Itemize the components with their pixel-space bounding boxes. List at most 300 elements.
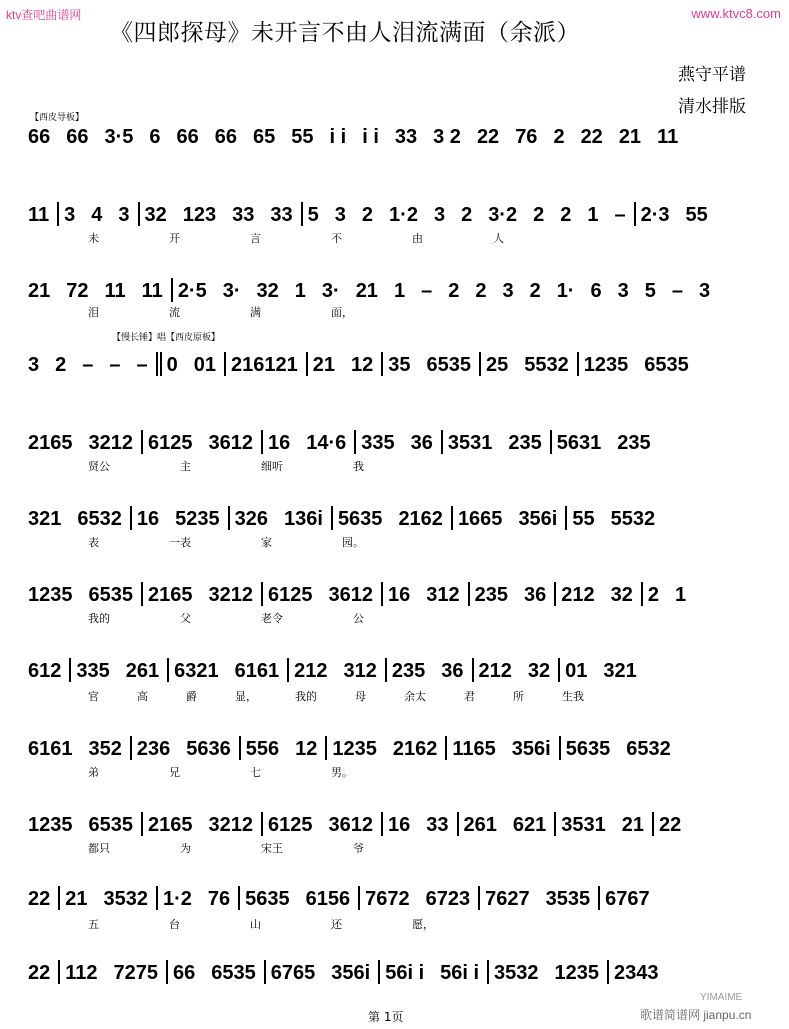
bar-line [69, 658, 71, 682]
note-group: 556 [245, 738, 280, 760]
note-group: 2162 [398, 508, 443, 530]
note-group: 5532 [610, 508, 656, 530]
note-group: 3535 [545, 888, 591, 910]
bar-line [325, 736, 327, 760]
note-group: 7672 [365, 888, 410, 910]
bar-line [287, 658, 289, 682]
note-group: 01 [193, 354, 216, 376]
note-group: 33 [232, 204, 255, 226]
note-group: 6161 [28, 738, 73, 760]
section-tag-xipi-yuanban: 【慢长锤】唱【西皮原板】 [112, 333, 221, 343]
lyric: 公 [353, 612, 364, 625]
note-group: 1 [587, 204, 599, 226]
note-group: 356i [511, 738, 551, 760]
note-group: 5631 [556, 432, 602, 454]
lyric: 母 [355, 690, 366, 703]
note-group: 5532 [524, 354, 569, 376]
note-group: 55 [572, 508, 595, 530]
bar-line [478, 886, 480, 910]
note-group: 65 [253, 126, 276, 148]
note-group: 3 [28, 354, 40, 376]
lyric: 愿， [412, 918, 434, 931]
lyric: 山 [250, 918, 261, 931]
note-group: 6532 [626, 738, 671, 760]
bar-line [652, 812, 654, 836]
note-group: 3212 [208, 814, 253, 836]
bar-line [441, 430, 443, 454]
score-line-1 [28, 118, 767, 148]
bar-line [554, 812, 556, 836]
lyric: 父 [180, 612, 191, 625]
lyric: 我的 [295, 690, 317, 703]
note-group: 3612 [328, 584, 373, 606]
note-group: 22 [28, 962, 51, 984]
note-group: 32 [610, 584, 633, 606]
watermark-brand: YIMAIME [700, 992, 743, 1003]
note-group: 11 [104, 280, 126, 302]
note-group: 21 [621, 814, 644, 836]
bar-line [141, 582, 143, 606]
lyric: 老令 [261, 612, 283, 625]
note-group: 1 [675, 584, 687, 606]
note-group: 1 [294, 280, 306, 302]
note-group: 326 [234, 508, 268, 530]
lyric: 显， [235, 690, 257, 703]
bar-line [381, 812, 383, 836]
note-group: – [82, 354, 94, 376]
note-group: 16 [388, 584, 411, 606]
note-group: 35 [388, 354, 411, 376]
lyrics-line-5 [28, 458, 767, 474]
bar-line [261, 812, 263, 836]
note-group: 1·2 [389, 204, 418, 226]
note-group: 22 [28, 888, 51, 910]
note-group: 3612 [328, 814, 373, 836]
bar-line [141, 430, 143, 454]
note-group: 32 [527, 660, 551, 682]
note-group: 235 [508, 432, 542, 454]
bar-line [354, 430, 356, 454]
bar-line [479, 352, 481, 376]
bar-line [156, 886, 158, 910]
note-group: 2 [647, 584, 659, 606]
score-line-12 [28, 954, 767, 984]
lyric: 流 [169, 306, 180, 319]
bar-line [261, 430, 263, 454]
note-group: 216121 [231, 354, 298, 376]
note-group: 56i i [440, 962, 480, 984]
note-group: 2 [533, 204, 545, 226]
bar-line [156, 352, 162, 376]
bar-line [130, 736, 132, 760]
bar-line [577, 352, 579, 376]
note-group: 3· [222, 280, 241, 302]
lyrics-line-9 [28, 764, 767, 780]
page-title: 《四郎探母》未开言不由人泪流满面（余派） [110, 20, 580, 46]
lyric: 表 [88, 536, 99, 549]
note-group: – [671, 280, 683, 302]
note-group: 32 [144, 204, 167, 226]
note-group: 3 [698, 280, 711, 302]
note-group: 2 [560, 204, 572, 226]
lyric: 我的 [88, 612, 110, 625]
note-group: 6535 [88, 814, 133, 836]
note-group: 6532 [77, 508, 122, 530]
note-group: 16 [388, 814, 411, 836]
bar-line [166, 960, 168, 984]
note-group: 6161 [234, 660, 280, 682]
note-group: 22 [476, 126, 500, 148]
bar-line [358, 886, 360, 910]
note-group: 01 [565, 660, 588, 682]
note-group: 1665 [457, 508, 503, 530]
note-group: 3532 [103, 888, 148, 910]
bar-line [381, 352, 383, 376]
bar-line [331, 506, 333, 530]
note-group: 6125 [268, 814, 313, 836]
note-group: 6125 [148, 432, 193, 454]
bar-line [607, 960, 609, 984]
note-group: 321 [28, 508, 62, 530]
lyric: 男。 [331, 766, 353, 779]
note-group: 356i [331, 962, 371, 984]
note-group: 3 [64, 204, 76, 226]
note-group: 5635 [337, 508, 383, 530]
bar-line [554, 582, 556, 606]
watermark-bottom-right: 歌谱简谱网 jianpu.cn [640, 1008, 752, 1022]
note-group: 212 [294, 660, 328, 682]
note-group: 3 2 [433, 126, 461, 148]
note-group: 2165 [148, 584, 193, 606]
note-group: 123 [182, 204, 217, 226]
note-group: 3 [334, 204, 346, 226]
note-group: 14·6 [306, 432, 347, 454]
note-group: 25 [486, 354, 509, 376]
lyric: 园。 [342, 536, 364, 549]
note-group: 2165 [148, 814, 193, 836]
bar-line [558, 658, 560, 682]
note-group: i i [362, 126, 379, 148]
note-group: 236 [136, 738, 171, 760]
bar-line [565, 506, 567, 530]
note-group: 312 [426, 584, 460, 606]
lyric: 七 [250, 766, 261, 779]
note-group: 6535 [644, 354, 689, 376]
note-group: 12 [295, 738, 318, 760]
note-group: 12 [351, 354, 374, 376]
note-group: 66 [173, 962, 196, 984]
bar-line [468, 582, 470, 606]
note-group: 11 [141, 280, 163, 302]
note-group: 36 [410, 432, 433, 454]
note-group: 112 [65, 962, 98, 984]
note-group: 321 [603, 660, 637, 682]
bar-line [634, 202, 636, 226]
note-group: 2 [553, 126, 565, 148]
note-group: 66 [66, 126, 89, 148]
lyric: 弟 [88, 766, 99, 779]
note-group: 2 [361, 204, 374, 226]
note-group: 3 [118, 204, 130, 226]
note-group: – [136, 354, 148, 376]
note-group: – [614, 204, 626, 226]
watermark-top-left: ktv查吧曲谱网 [6, 8, 82, 22]
note-group: 33 [270, 204, 293, 226]
note-group: 11 [657, 126, 679, 148]
bar-line [130, 506, 132, 530]
note-group: 235 [474, 584, 508, 606]
note-group: 6765 [270, 962, 316, 984]
lyric: 兄 [169, 766, 180, 779]
bar-line [641, 582, 643, 606]
note-group: 16 [136, 508, 160, 530]
note-group: 6535 [88, 584, 133, 606]
note-group: 16 [268, 432, 291, 454]
score-line-8 [28, 652, 767, 682]
note-group: 621 [512, 814, 547, 836]
note-group: 66 [214, 126, 238, 148]
note-group: 33 [394, 126, 418, 148]
note-group: 2165 [28, 432, 73, 454]
note-group: 1235 [28, 814, 73, 836]
note-group: 235 [617, 432, 651, 454]
lyric: 君 [464, 690, 475, 703]
note-group: 2 [55, 354, 67, 376]
note-group: 261 [125, 660, 160, 682]
bar-line [264, 960, 266, 984]
note-group: 352 [88, 738, 122, 760]
note-group: 1235 [332, 738, 377, 760]
lyric: 开 [169, 232, 180, 245]
lyric: 由 [412, 232, 423, 245]
note-group: 3· [321, 280, 340, 302]
note-group: 335 [361, 432, 395, 454]
note-group: 2 [448, 280, 460, 302]
bar-line [598, 886, 600, 910]
note-group: 3 [502, 280, 514, 302]
lyric: 未 [88, 232, 99, 245]
lyric: 余太 [404, 690, 426, 703]
bar-line [451, 506, 453, 530]
score-line-5 [28, 424, 767, 454]
note-group: 2 [529, 280, 541, 302]
lyrics-line-3 [28, 304, 767, 320]
score-line-10 [28, 806, 767, 836]
note-group: 21 [28, 280, 51, 302]
bar-line [239, 736, 241, 760]
note-group: 212 [561, 584, 595, 606]
lyric: 泪 [88, 306, 99, 319]
note-group: 1165 [452, 738, 496, 760]
note-group: 3531 [447, 432, 493, 454]
note-group: 1235 [28, 584, 73, 606]
note-group: 6125 [268, 584, 313, 606]
note-group: 3212 [88, 432, 133, 454]
lyric: 台 [169, 918, 180, 931]
bar-line [167, 658, 169, 682]
note-group: 136i [284, 508, 323, 530]
note-group: 36 [441, 660, 464, 682]
bar-line [550, 430, 552, 454]
lyrics-line-7 [28, 610, 767, 626]
lyric: 生我 [562, 690, 584, 703]
score-line-7 [28, 576, 767, 606]
note-group: 612 [28, 660, 62, 682]
note-group: 21 [618, 126, 642, 148]
note-group: 3532 [494, 962, 539, 984]
note-group: 6723 [425, 888, 471, 910]
note-group: 76 [207, 888, 231, 910]
score-line-3 [28, 272, 767, 302]
score-line-9 [28, 730, 767, 760]
note-group: 6535 [211, 962, 256, 984]
note-group: 66 [176, 126, 199, 148]
note-group: 3612 [208, 432, 253, 454]
lyrics-line-8 [28, 688, 767, 704]
note-group: i i [329, 126, 347, 148]
lyric: 主 [180, 460, 191, 473]
note-group: 3·2 [488, 204, 518, 226]
composer-credit: 燕守平谱 [678, 65, 746, 85]
bar-line [445, 736, 447, 760]
bar-line [57, 202, 59, 226]
note-group: 335 [76, 660, 110, 682]
note-group: 2 [475, 280, 487, 302]
bar-line [138, 202, 140, 226]
note-group: 3·5 [104, 126, 134, 148]
note-group: 1·2 [163, 888, 192, 910]
bar-line [171, 278, 173, 302]
lyrics-line-10 [28, 840, 767, 856]
note-group: 5636 [186, 738, 231, 760]
lyric: 还 [331, 918, 342, 931]
lyric: 所 [513, 690, 524, 703]
score-line-11 [28, 880, 767, 910]
note-group: 11 [28, 204, 50, 226]
note-group: 5635 [245, 888, 290, 910]
score-line-2 [28, 196, 767, 226]
note-group: 5235 [175, 508, 220, 530]
bar-line [385, 658, 387, 682]
note-group: 72 [66, 280, 89, 302]
note-group: 6535 [426, 354, 471, 376]
lyric: 细听 [261, 460, 283, 473]
score-line-6 [28, 500, 767, 530]
bar-line [228, 506, 230, 530]
note-group: 56i i [385, 962, 425, 984]
lyrics-line-2 [28, 230, 767, 246]
note-group: 33 [426, 814, 449, 836]
note-group: 235 [391, 660, 426, 682]
lyric: 一表 [169, 536, 191, 549]
note-group: 76 [515, 126, 538, 148]
note-group: 7627 [485, 888, 530, 910]
bar-line [306, 352, 308, 376]
bar-line [487, 960, 489, 984]
section-tag-xipi-daoban: 【西皮导板】 [30, 113, 85, 123]
note-group: 212 [478, 660, 512, 682]
note-group: 55 [291, 126, 314, 148]
note-group: 6767 [605, 888, 650, 910]
note-group: 22 [659, 814, 682, 836]
note-group: 3531 [561, 814, 606, 836]
bar-line [301, 202, 303, 226]
lyric: 人 [493, 232, 504, 245]
note-group: 6156 [305, 888, 351, 910]
note-group: 22 [580, 126, 603, 148]
note-group: 2 [461, 204, 473, 226]
note-group: 5635 [565, 738, 611, 760]
page-number: 第 1页 [368, 1010, 404, 1024]
bar-line [378, 960, 380, 984]
note-group: 356i [518, 508, 558, 530]
note-group: 5 [644, 280, 656, 302]
note-group: 6 [590, 280, 602, 302]
note-group: 6321 [174, 660, 219, 682]
lyric: 我 [353, 460, 364, 473]
bar-line [58, 886, 60, 910]
bar-line [261, 582, 263, 606]
note-group: 261 [463, 814, 497, 836]
note-group: 2343 [614, 962, 659, 984]
note-group: 3 [617, 280, 629, 302]
lyrics-line-11 [28, 916, 767, 932]
lyric: 五 [88, 918, 99, 931]
note-group: – [421, 280, 433, 302]
note-group: 5 [307, 204, 319, 226]
lyric: 言 [250, 232, 261, 245]
bar-line [457, 812, 459, 836]
bar-line [141, 812, 143, 836]
note-group: 66 [28, 126, 51, 148]
lyric: 宋王 [261, 842, 283, 855]
bar-line [224, 352, 226, 376]
bar-line [238, 886, 240, 910]
note-group: 6 [149, 126, 161, 148]
note-group: 2·3 [640, 204, 670, 226]
note-group: 21 [65, 888, 88, 910]
bar-line [559, 736, 561, 760]
bar-line [381, 582, 383, 606]
bar-line [58, 960, 60, 984]
lyric: 都只 [88, 842, 110, 855]
lyric: 高 [137, 690, 148, 703]
score-line-4 [28, 346, 767, 376]
note-group: 0 [166, 354, 178, 376]
lyric: 不 [331, 232, 342, 245]
lyric: 满 [250, 306, 261, 319]
watermark-top-right: www.ktvc8.com [691, 6, 781, 21]
note-group: 7275 [113, 962, 159, 984]
note-group: 312 [343, 660, 377, 682]
lyric: 爷 [353, 842, 364, 855]
lyric: 贤公 [88, 460, 110, 473]
lyric: 家 [261, 536, 272, 549]
typesetter-credit: 清水排版 [678, 97, 746, 117]
bar-line [472, 658, 474, 682]
lyric: 爵 [186, 690, 197, 703]
note-group: 21 [355, 280, 378, 302]
note-group: 1· [556, 280, 575, 302]
lyrics-line-6 [28, 534, 767, 550]
note-group: 2162 [392, 738, 438, 760]
note-group: 3 [433, 204, 446, 226]
note-group: 3212 [208, 584, 253, 606]
note-group: 32 [256, 280, 279, 302]
note-group: – [109, 354, 121, 376]
note-group: 1235 [554, 962, 600, 984]
note-group: 4 [91, 204, 103, 226]
